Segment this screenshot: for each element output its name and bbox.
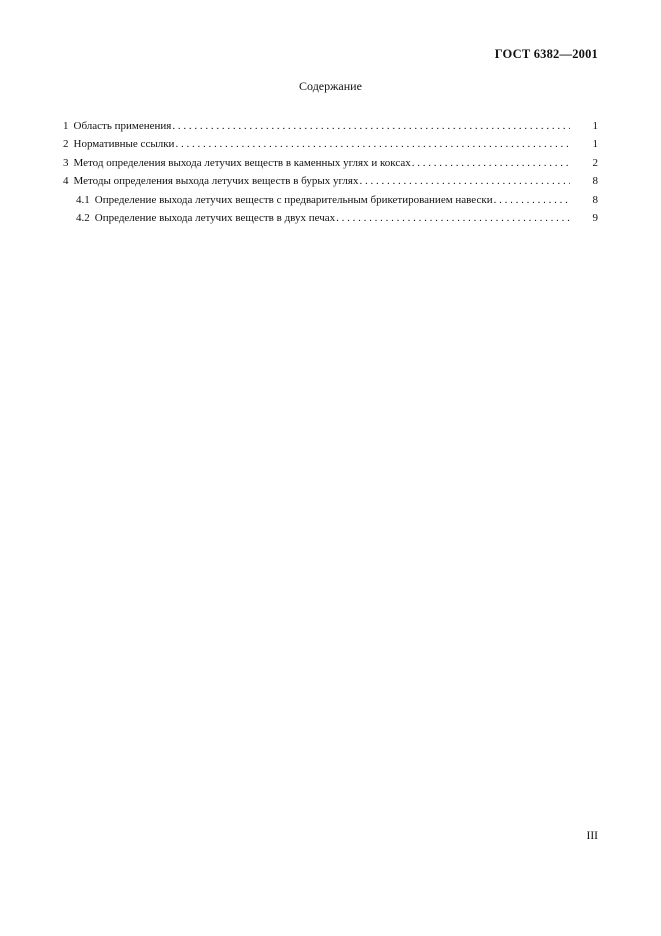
toc-entry-title: Определение выхода летучих веществ в двух печах (94, 211, 336, 224)
toc-entry-number: 1 (63, 120, 69, 132)
toc-entry[interactable] (63, 117, 598, 135)
toc-entry-page: 9 (592, 211, 598, 224)
toc-entry-title: Определение выхода летучих веществ с предварительным брикетированием навески (94, 193, 493, 206)
toc-dot-leader (336, 209, 570, 227)
toc-subentry[interactable] (63, 191, 598, 209)
toc-entry-page: 1 (592, 138, 598, 151)
toc-entry-number: 3 (63, 156, 69, 169)
toc-entry-number: 2 (63, 138, 69, 151)
toc-entry-number: 4 (63, 175, 69, 188)
toc-entry-page: 2 (592, 156, 598, 169)
toc-entry-page: 8 (592, 175, 598, 188)
toc-entry-title: Метод определения выхода летучих веществ в каменных углях и коксах (73, 156, 411, 169)
table-of-contents (63, 117, 598, 227)
page-number: III (586, 830, 598, 842)
toc-dot-leader (175, 135, 570, 153)
toc-entry[interactable] (63, 135, 598, 153)
toc-dot-leader (412, 154, 570, 172)
standard-code-header: ГОСТ 6382—2001 (494, 47, 598, 61)
toc-entry-number: 4.1 (76, 193, 90, 206)
toc-dot-leader (494, 191, 570, 209)
toc-dot-leader (172, 117, 570, 135)
toc-subentry[interactable] (63, 209, 598, 227)
toc-entry-page: 8 (592, 193, 598, 206)
toc-entry[interactable] (63, 154, 598, 172)
toc-entry-page: 1 (592, 120, 598, 132)
toc-entry-title: Область применения (73, 120, 172, 132)
toc-dot-leader (359, 172, 570, 190)
toc-entry-title: Методы определения выхода летучих веществ в бурых углях (73, 175, 359, 188)
toc-entry[interactable] (63, 172, 598, 190)
toc-entry-number: 4.2 (76, 211, 90, 224)
toc-title: Содержание (299, 79, 362, 93)
toc-entry-title: Нормативные ссылки (73, 138, 175, 151)
